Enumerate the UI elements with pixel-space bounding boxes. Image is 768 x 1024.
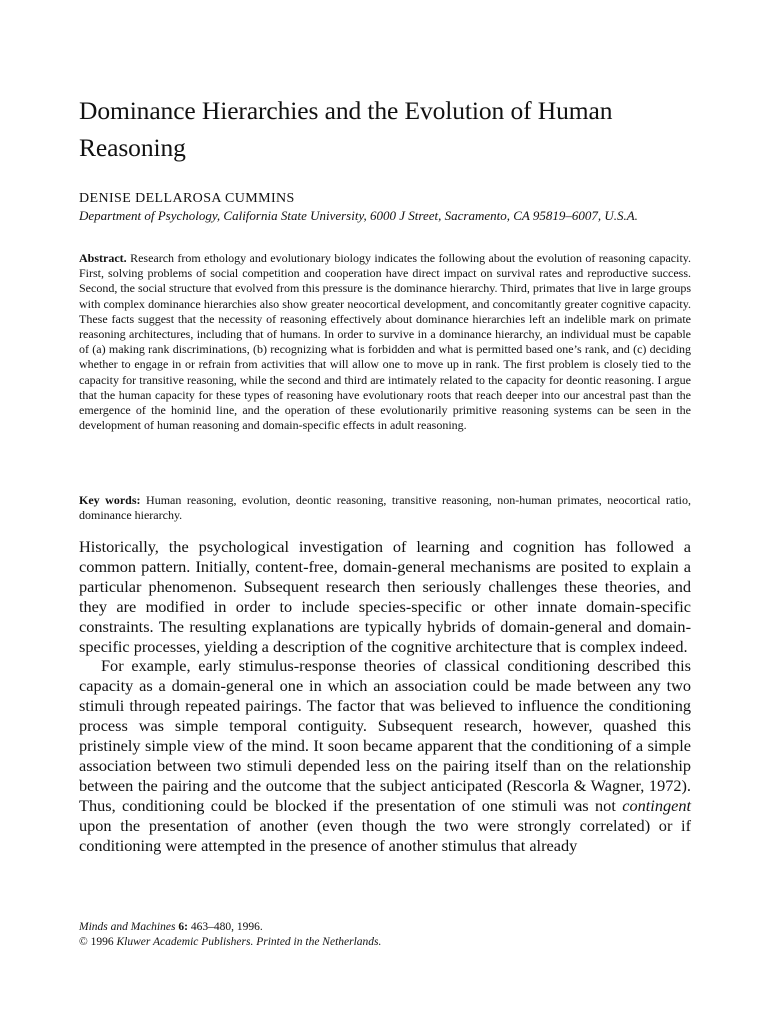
keywords-label: Key words: [79, 493, 141, 507]
abstract-label: Abstract. [79, 251, 127, 265]
abstract-text: Research from ethology and evolutionary biology indicates the following about the evolution of reasoning capacity. First, solving problems of social competition and cooperation have direct impact on survival rates and reproductive success. Second, the social structure that evolved from this pressure is the dominance hierarchy. Third, primates that live in large groups with complex dominance hierarchies also show greater neocortical development, and concomitantly greater cognitive capacity. These facts suggest that the necessity of reasoning effectively about dominance hierarchies left an indelible mark on primate reasoning architectures, including that of humans. In order to survive in a dominance hierarchy, an individual must be capable of (a) making rank discriminations, (b) recognizing what is forbidden and what is permitted based one’s rank, and (c) deciding whether to engage in or refrain from activities that will allow one to move up in rank. The first problem is closely tied to the capacity for transitive reasoning, while the second and third are intimately related to the capacity for deontic reasoning. I argue that the human capacity for these types of reasoning have evolutionary roots that reach deeper into our ancestral past than the emergence of the hominid line, and the operation of these evolutionarily primitive reasoning systems can be seen in the development of human reasoning and domain-specific effects in adult reasoning. [79, 251, 692, 433]
publisher-name: Kluwer Academic Publishers. Printed in the Netherlands. [116, 936, 382, 948]
copyright-text: © 1996 [79, 936, 117, 948]
paragraph-text: For example, early stimulus-response theories of classical conditioning described this capacity as a domain-general one in which an association could be made between any two stimuli through repeated pairings. The factor that was believed to influence the conditioning process was simple temporal contiguity. Subsequent research, however, quashed this pristinely simple view of the mind. It soon became apparent that the conditioning of a simple association between two stimuli depended less on the pairing itself than on the relationship between the pairing and the outcome that the subject anticipated (Rescorla & Wagner, 1972). Thus, conditioning could be blocked if the presentation of one stimuli was not [79, 656, 691, 815]
journal-pages: 463–480, 1996. [187, 921, 263, 933]
journal-name: Minds and Machines [79, 921, 176, 933]
author-affiliation: Department of Psychology, California State University, 6000 J Street, Sacramento, CA 95819–6007, U.S.A. [79, 208, 638, 223]
copyright-line [79, 935, 679, 950]
emphasized-text: contingent [622, 795, 691, 815]
abstract [79, 251, 691, 433]
keywords-text: Human reasoning, evolution, deontic reasoning, transitive reasoning, non-human primates, neocortical ratio, dominance hierarchy. [79, 493, 692, 523]
paper-title: Dominance Hierarchies and the Evolution of Human Reasoning [79, 96, 613, 162]
body-text [79, 537, 691, 856]
author-name: DENISE DELLAROSA CUMMINS [79, 191, 295, 206]
body-paragraph: Historically, the psychological investigation of learning and cognition has followed a common pattern. Initially, content-free, domain-general mechanisms are posited to explain a particular phenomenon. Subsequent research then seriously challenges these theories, and they are modified in order to include species-specific or other innate domain-specific constraints. The resulting explanations are typically hybrids of domain-general and domain-specific processes, yielding a description of the cognitive architecture that is complex indeed. [79, 537, 691, 656]
body-paragraph [79, 656, 691, 855]
citation-line [79, 920, 679, 935]
page-footer [79, 920, 679, 950]
keywords [79, 493, 691, 523]
paragraph-text: upon the presentation of another (even though the two were strongly correlated) or if conditioning were attempted in the presence of another stimulus that already [79, 815, 691, 855]
journal-volume: 6: [178, 921, 188, 933]
